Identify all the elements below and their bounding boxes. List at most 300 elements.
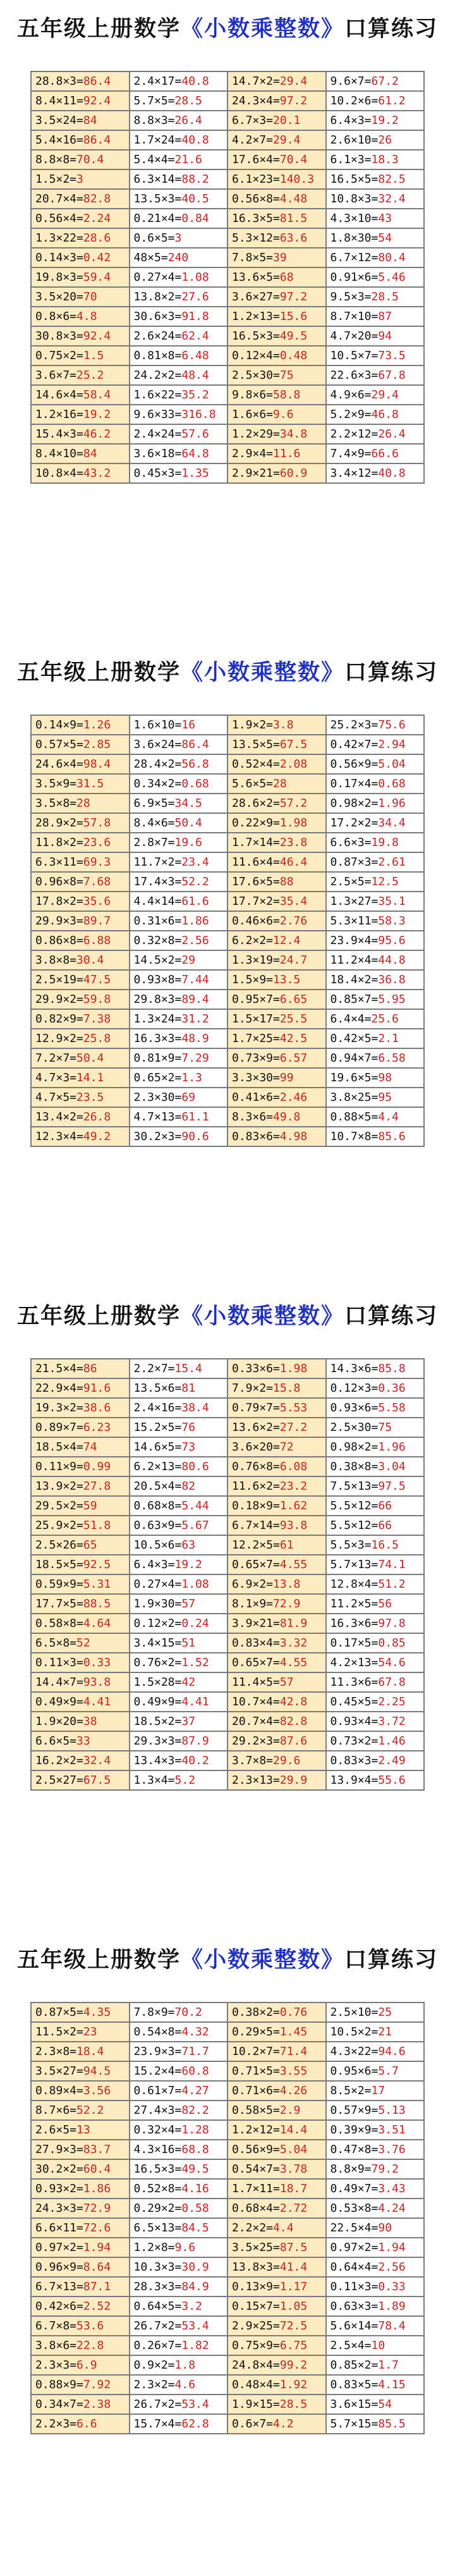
question: 0.6×5= [133,231,175,245]
question: 0.38×8= [330,1460,379,1473]
question: 22.9×4= [35,1382,83,1395]
table-row [31,2101,424,2120]
question: 0.47×8= [330,2143,379,2156]
exercise-cell [326,2101,425,2120]
question: 3.8×8= [35,954,77,967]
exercise-cell [228,228,326,248]
question: 14.3×6= [330,1362,379,1375]
question: 28.3×3= [133,2280,182,2293]
question: 28.9×2= [35,816,83,830]
table-row [31,130,424,150]
question: 1.9×20= [35,1715,83,1728]
answer: 6.57 [279,1052,308,1065]
exercise-cell [31,970,130,990]
exercise-cell [326,2316,425,2336]
table-row [31,990,424,1009]
question: 4.7×13= [133,1110,182,1124]
exercise-cell [326,1437,425,1457]
question: 14.5×2= [133,954,182,967]
question: 1.9×30= [133,1597,182,1610]
answer: 15.6 [279,310,308,323]
question: 0.64×5= [133,2300,182,2313]
exercise-cell [130,813,228,833]
answer: 75 [378,1421,392,1434]
answer: 25.2 [76,369,104,382]
worksheet-title [0,1299,455,1330]
answer: 1.62 [279,1499,308,1512]
exercise-cell [326,715,425,735]
exercise-cell [31,1712,130,1731]
answer: 41.4 [279,2260,308,2274]
question: 24.6×4= [35,757,83,771]
answer: 54 [378,2398,392,2411]
table-row [31,931,424,950]
title-prefix: 五年级上册数学 [16,1303,181,1329]
exercise-cell [31,2238,130,2257]
question: 0.33×6= [232,1362,280,1375]
answer: 66 [378,1499,392,1512]
answer: 26.4 [378,427,406,441]
worksheet-1 [0,0,455,644]
answer: 0.48 [279,349,308,362]
exercise-cell [228,2316,326,2336]
exercise-cell [228,1692,326,1712]
answer: 0.84 [181,212,209,225]
answer: 22.8 [76,2339,104,2352]
table-row [31,346,424,365]
exercise-cell [326,463,425,483]
question: 0.83×3= [330,1754,379,1767]
exercise-cell [326,754,425,774]
question: 25.9×2= [35,1519,83,1532]
table-row [31,2140,424,2159]
answer: 95 [378,1091,392,1104]
table-row [31,365,424,385]
exercise-cell [31,405,130,424]
question: 0.11×3= [35,1656,83,1669]
question: 2.4×24= [133,427,182,441]
question: 28.8×3= [35,75,83,88]
question: 0.52×8= [133,2182,182,2195]
exercise-cell [130,2218,228,2238]
question: 13.8×3= [232,2260,280,2274]
answer: 63.6 [279,231,308,245]
exercise-cell [130,2375,228,2395]
answer: 4.6 [174,2378,196,2391]
table-row [31,385,424,405]
answer: 63 [181,1538,196,1552]
question: 1.5×28= [133,1676,182,1689]
question: 7.8×5= [232,251,274,264]
exercise-cell [228,2414,326,2434]
answer: 1.52 [181,1656,209,1669]
exercise-cell [228,852,326,872]
exercise-cell [130,1731,228,1751]
question: 0.91×6= [330,271,379,284]
answer: 85.6 [378,1130,406,1143]
exercise-cell [31,813,130,833]
answer: 81.5 [279,212,308,225]
answer: 46.2 [83,427,111,441]
question: 2.3×30= [133,1091,182,1104]
exercise-cell [228,2140,326,2159]
exercise-cell [228,2042,326,2061]
answer: 28.6 [83,231,111,245]
question: 7.9×2= [232,1382,274,1395]
question: 16.3×3= [133,1032,182,1045]
answer: 85.8 [378,1362,406,1375]
exercise-cell [326,1359,425,1378]
exercise-cell [130,1457,228,1476]
question: 0.6×7= [232,2417,274,2431]
exercise-cell [31,1555,130,1574]
answer: 60.8 [181,2064,209,2078]
exercise-cell [130,248,228,267]
answer: 69 [181,1091,196,1104]
question: 16.3×6= [330,1617,379,1630]
answer: 31.2 [181,1012,209,1026]
table-row [31,872,424,892]
question: 4.3×16= [133,2143,182,2156]
question: 0.71×5= [232,2064,280,2078]
answer: 56 [378,1597,392,1610]
exercise-cell [228,2257,326,2277]
question: 0.8×6= [35,310,77,323]
table-row [31,1029,424,1048]
exercise-cell [326,1516,425,1535]
answer: 38.4 [181,1401,209,1414]
question: 0.85×2= [330,2358,379,2372]
question: 8.8×9= [330,2162,372,2176]
answer: 61.6 [181,895,209,908]
answer: 4.27 [181,2084,209,2097]
exercise-cell [326,1731,425,1751]
answer: 0.33 [378,2280,406,2293]
question: 23.9×4= [330,934,379,947]
question: 2.5×30= [330,1421,379,1434]
answer: 23.8 [279,836,308,849]
exercise-cell [130,111,228,130]
exercise-cell [130,1574,228,1594]
question: 0.93×8= [133,973,182,986]
answer: 5.7 [378,2064,399,2078]
exercise-cell [326,852,425,872]
question: 6.9×2= [232,1578,274,1591]
answer: 43.2 [83,467,111,480]
exercise-cell [130,911,228,931]
question: 2.5×4= [330,2339,372,2352]
exercise-cell [228,267,326,287]
answer: 4.4 [378,1110,399,1124]
exercise-cell [31,2316,130,2336]
answer: 51.2 [378,1578,406,1591]
question: 18.5×2= [133,1715,182,1728]
answer: 26.4 [174,114,202,127]
answer: 88.5 [83,1597,111,1610]
answer: 75 [279,369,294,382]
question: 3.4×12= [330,467,379,480]
question: 1.8×30= [330,231,379,245]
exercise-cell [228,813,326,833]
answer: 140.3 [279,173,315,186]
answer: 43 [378,212,392,225]
answer: 1.96 [378,1440,406,1454]
question: 15.2×5= [133,1421,182,1434]
exercise-cell [228,2238,326,2257]
answer: 52.2 [76,2104,104,2117]
question: 0.95×6= [330,2064,379,2078]
exercise-cell [326,2061,425,2081]
question: 4.7×3= [35,1071,77,1084]
exercise-cell [130,892,228,911]
question: 3.6×18= [133,447,182,460]
answer: 28.5 [371,290,399,304]
exercise-cell [31,872,130,892]
question: 6.6×5= [35,1734,77,1748]
exercise-cell [31,1476,130,1496]
exercise-cell [31,1359,130,1378]
question: 10.5×7= [330,349,379,362]
exercise-cell [228,1088,326,1107]
exercise-cell [130,365,228,385]
answer: 18.4 [76,2045,104,2058]
exercise-cell [130,2022,228,2042]
question: 5.2×9= [330,408,372,421]
answer: 66 [378,1519,392,1532]
answer: 87.1 [83,2280,111,2293]
answer: 56.8 [181,757,209,771]
exercise-cell [130,2101,228,2120]
exercise-cell [326,1653,425,1672]
table-row [31,2042,424,2061]
question: 13.6×5= [232,271,280,284]
answer: 29 [181,954,196,967]
answer: 49.5 [279,329,308,343]
exercise-cell [31,2159,130,2179]
answer: 37 [181,1715,196,1728]
exercise-cell [228,1516,326,1535]
answer: 2.25 [378,1695,406,1708]
answer: 6.23 [83,1421,111,1434]
exercise-cell [228,385,326,405]
table-row [31,2395,424,2414]
table-row [31,892,424,911]
answer: 4.15 [378,2378,406,2391]
answer: 11.6 [273,447,301,460]
question: 1.2×13= [232,310,280,323]
question: 0.32×4= [133,2123,182,2137]
exercise-cell [130,970,228,990]
exercise-cell [130,71,228,91]
question: 11.6×2= [232,1480,280,1493]
question: 5.3×12= [232,231,280,245]
question: 3.6×24= [133,738,182,751]
answer: 72.6 [83,2221,111,2235]
answer: 0.33 [83,1656,111,1669]
table-row [31,2159,424,2179]
question: 14.7×2= [232,75,280,88]
question: 0.38×2= [232,2006,280,2019]
answer: 73 [181,1440,196,1454]
question: 0.41×6= [232,1091,280,1104]
exercise-cell [130,130,228,150]
table-row [31,326,424,346]
exercise-cell [31,1068,130,1088]
exercise-cell [228,2120,326,2140]
question: 6.2×13= [133,1460,182,1473]
answer: 82 [181,1480,196,1493]
question: 5.7×5= [133,94,175,107]
answer: 24.7 [279,954,308,967]
answer: 78.4 [378,2319,406,2333]
question: 16.3×5= [232,212,280,225]
exercise-cell [130,1496,228,1516]
exercise-cell [31,150,130,169]
table-row [31,1770,424,1790]
exercise-grid [30,715,425,1147]
exercise-cell [130,228,228,248]
exercise-cell [130,1048,228,1068]
answer: 9.6 [174,2241,196,2254]
exercise-cell [31,326,130,346]
answer: 4.55 [279,1558,308,1571]
answer: 4.48 [279,192,308,205]
answer: 50.4 [174,816,202,830]
table-row [31,248,424,267]
question: 30.6×3= [133,310,182,323]
exercise-cell [31,91,130,111]
answer: 54 [378,231,392,245]
answer: 6.9 [76,2358,97,2372]
exercise-cell [31,463,130,483]
question: 1.3×24= [133,1012,182,1026]
question: 0.53×8= [330,2202,379,2215]
question: 13.6×2= [232,1421,280,1434]
question: 0.56×9= [232,2143,280,2156]
answer: 31.5 [76,777,104,790]
answer: 46.8 [371,408,399,421]
exercise-cell [326,735,425,754]
exercise-grid [30,1358,425,1791]
answer: 91.6 [83,1382,111,1395]
question: 6.4×3= [133,1558,175,1571]
question: 0.94×7= [330,1052,379,1065]
question: 0.49×9= [35,1695,83,1708]
table-row [31,2238,424,2257]
answer: 53.4 [181,2398,209,2411]
table-row [31,2336,424,2355]
question: 0.29×5= [232,2025,280,2039]
exercise-cell [326,2414,425,2434]
exercise-cell [130,2257,228,2277]
question: 28.6×2= [232,797,280,810]
question: 3.5×8= [35,797,77,810]
title-suffix: 口算练习 [344,1303,439,1329]
question: 13.8×2= [133,290,182,304]
exercise-cell [326,2257,425,2277]
exercise-cell [326,931,425,950]
exercise-cell [130,2179,228,2199]
question: 29.5×2= [35,1499,83,1512]
question: 5.7×13= [330,1558,379,1571]
exercise-cell [130,950,228,970]
answer: 15.8 [273,1382,301,1395]
exercise-cell [326,1398,425,1418]
exercise-cell [326,911,425,931]
exercise-cell [326,2355,425,2375]
question: 6.5×8= [35,1636,77,1650]
question: 0.87×5= [35,2006,83,2019]
answer: 46.4 [279,856,308,869]
question: 0.34×2= [133,777,182,790]
question: 0.95×7= [232,993,280,1006]
table-row [31,735,424,754]
answer: 80.6 [181,1460,209,1473]
answer: 35.2 [181,388,209,402]
exercise-cell [31,2120,130,2140]
exercise-cell [228,715,326,735]
exercise-cell [228,2022,326,2042]
exercise-cell [228,130,326,150]
question: 3.6×15= [330,2398,379,2411]
answer: 4.8 [76,310,97,323]
exercise-cell [326,774,425,794]
question: 0.83×6= [232,1130,280,1143]
question: 8.8×8= [35,153,77,166]
answer: 2.56 [181,934,209,947]
answer: 6.88 [83,934,111,947]
question: 11.6×4= [232,856,280,869]
answer: 20.1 [273,114,301,127]
exercise-cell [326,1088,425,1107]
question: 2.5×27= [35,1774,83,1787]
question: 29.9×2= [35,993,83,1006]
answer: 5.67 [181,1519,209,1532]
question: 2.2×2= [232,2221,274,2235]
question: 20.7×4= [232,1715,280,1728]
answer: 1.45 [279,2025,308,2039]
table-row [31,970,424,990]
answer: 3.72 [378,1715,406,1728]
answer: 23.2 [279,1480,308,1493]
exercise-cell [326,1378,425,1398]
exercise-cell [130,385,228,405]
answer: 28 [76,797,90,810]
exercise-cell [31,2101,130,2120]
question: 0.85×7= [330,993,379,1006]
question: 2.2×7= [133,1362,175,1375]
exercise-cell [326,1555,425,1574]
answer: 69.3 [83,856,111,869]
exercise-cell [228,2003,326,2022]
exercise-cell [228,2355,326,2375]
exercise-cell [130,1516,228,1535]
answer: 67.2 [371,75,399,88]
answer: 80.4 [378,251,406,264]
answer: 88 [279,875,294,888]
answer: 99.2 [279,2358,308,2372]
question: 2.5×5= [330,875,372,888]
title-topic: 《小数乘整数》 [180,1947,344,1973]
question: 48×5= [133,251,168,264]
answer: 74 [83,1440,97,1454]
exercise-cell [130,2336,228,2355]
question: 25.2×3= [330,718,379,732]
exercise-cell [31,385,130,405]
exercise-cell [130,1009,228,1029]
exercise-cell [31,189,130,209]
question: 24.2×2= [133,369,182,382]
